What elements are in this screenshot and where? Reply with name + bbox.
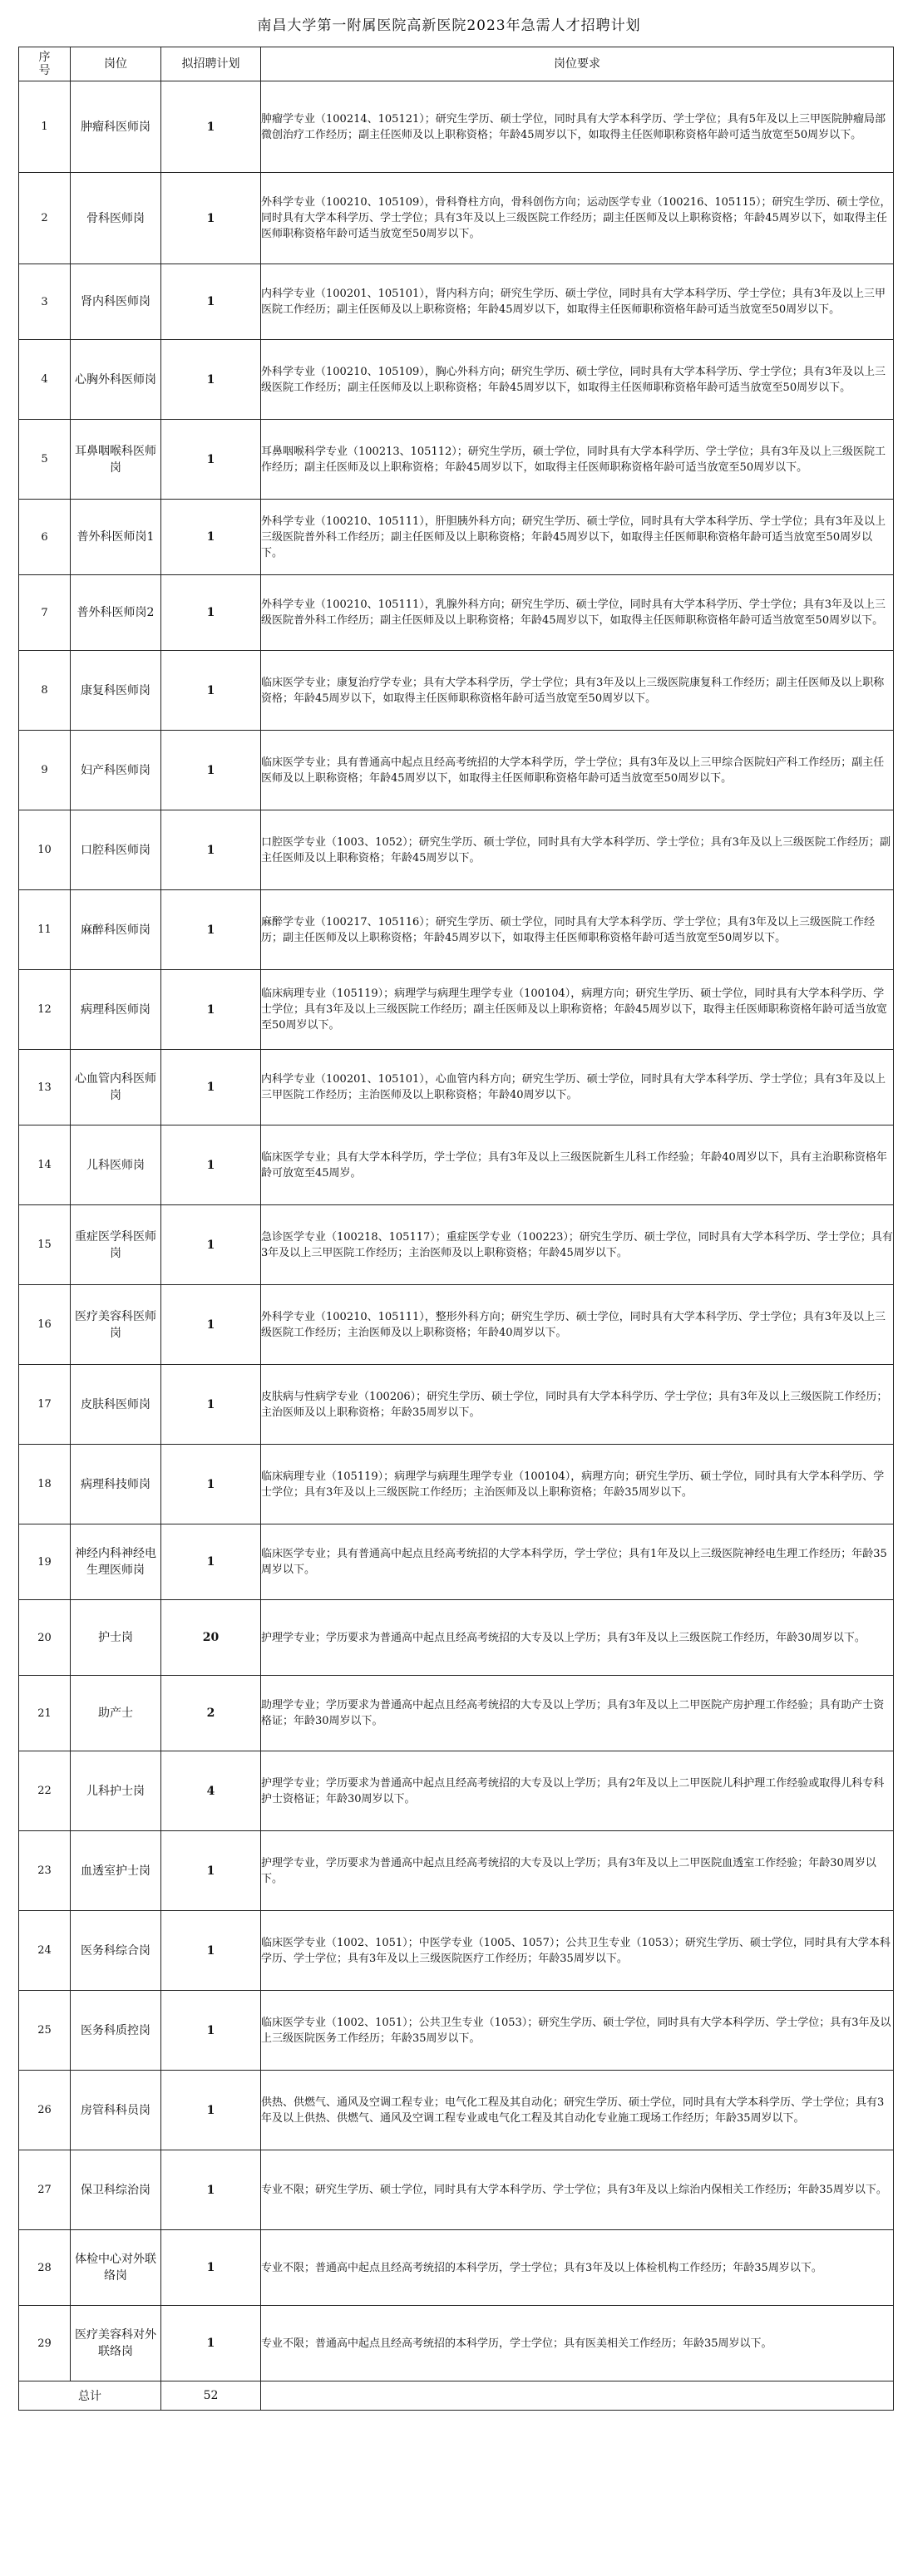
row-requirements: 麻醉学专业（100217、105116）；研究生学历、硕士学位，同时具有大学本科学历、学士学位；具有3年及以上三级医院工作经历；副主任医师及以上职称资格；年龄45周岁以下，如取得主任医师职称资格年龄可适当放宽至50周岁以下。	[261, 890, 894, 970]
table-row	[19, 1125, 894, 1205]
row-number: 4	[19, 340, 71, 420]
row-number: 21	[19, 1676, 71, 1751]
row-plan-count: 1	[161, 731, 261, 810]
row-plan-count: 1	[161, 1050, 261, 1125]
row-post: 康复科医师岗	[71, 651, 161, 731]
row-number: 2	[19, 173, 71, 264]
row-requirements: 肿瘤学专业（100214、105121）；研究生学历、硕士学位，同时具有大学本科学历、学士学位；具有5年及以上三甲医院肿瘤局部微创治疗工作经历；副主任医师及以上职称资格；年龄45周岁以下，如取得主任医师职称资格年龄可适当放宽至50周岁以下。	[261, 81, 894, 173]
row-number: 3	[19, 264, 71, 340]
row-requirements: 口腔医学专业（1003、1052）；研究生学历、硕士学位，同时具有大学本科学历、学士学位；具有3年及以上三级医院工作经历；副主任医师及以上职称资格；年龄45周岁以下。	[261, 810, 894, 890]
row-post: 儿科护士岗	[71, 1751, 161, 1831]
total-value: 52	[161, 2381, 261, 2411]
table-row	[19, 173, 894, 264]
row-post: 体检中心对外联络岗	[71, 2230, 161, 2306]
row-plan-count: 1	[161, 1445, 261, 1524]
row-requirements: 外科学专业（100210、105111），整形外科方向；研究生学历、硕士学位，同时具有大学本科学历、学士学位；具有3年及以上三级医院工作经历；主治医师及以上职称资格；年龄40周岁以下。	[261, 1285, 894, 1365]
row-post: 医疗美容科医师岗	[71, 1285, 161, 1365]
row-requirements: 助理学专业；学历要求为普通高中起点且经高考统招的大专及以上学历；具有3年及以上二甲医院产房护理工作经验；具有助产士资格证；年龄30周岁以下。	[261, 1676, 894, 1751]
row-number: 18	[19, 1445, 71, 1524]
table-row	[19, 2150, 894, 2230]
row-requirements: 临床医学专业（1002、1051）；中医学专业（1005、1057）；公共卫生专业（1053）；研究生学历、硕士学位，同时具有大学本科学历、学士学位；具有3年及以上三级医院医疗工作经历；年龄35周岁以下。	[261, 1911, 894, 1991]
row-number: 5	[19, 420, 71, 500]
table-row	[19, 1205, 894, 1285]
row-post: 重症医学科医师岗	[71, 1205, 161, 1285]
table-row	[19, 1991, 894, 2071]
row-requirements: 专业不限；研究生学历、硕士学位，同时具有大学本科学历、学士学位；具有3年及以上综治内保相关工作经历；年龄35周岁以下。	[261, 2150, 894, 2230]
row-post: 病理科医师岗	[71, 970, 161, 1050]
row-post: 医务科综合岗	[71, 1911, 161, 1991]
row-number: 10	[19, 810, 71, 890]
row-requirements: 临床医学专业；康复治疗学专业；具有大学本科学历，学士学位；具有3年及以上三级医院康复科工作经历；副主任医师及以上职称资格；年龄45周岁以下，如取得主任医师职称资格年龄可适当放宽至50周岁以下。	[261, 651, 894, 731]
table-row	[19, 81, 894, 173]
row-number: 15	[19, 1205, 71, 1285]
row-number: 25	[19, 1991, 71, 2071]
total-row	[19, 2381, 894, 2411]
header-post: 岗位	[71, 47, 161, 81]
table-row	[19, 651, 894, 731]
table-row	[19, 1445, 894, 1524]
row-plan-count: 1	[161, 1831, 261, 1911]
row-requirements: 临床医学专业；具有普通高中起点且经高考统招的大学本科学历，学士学位；具有1年及以上三级医院神经电生理工作经历；年龄35周岁以下。	[261, 1524, 894, 1600]
row-requirements: 外科学专业（100210、105111），肝胆胰外科方向；研究生学历、硕士学位，同时具有大学本科学历、学士学位；具有3年及以上三级医院普外科工作经历；副主任医师及以上职称资格；年龄45周岁以下，如取得主任医师职称资格年龄可适当放宽至50周岁以下。	[261, 500, 894, 575]
row-number: 27	[19, 2150, 71, 2230]
row-plan-count: 1	[161, 651, 261, 731]
table-row	[19, 2071, 894, 2150]
row-number: 16	[19, 1285, 71, 1365]
table-row	[19, 2306, 894, 2381]
row-plan-count: 1	[161, 810, 261, 890]
row-number: 1	[19, 81, 71, 173]
row-post: 心胸外科医师岗	[71, 340, 161, 420]
row-post: 皮肤科医师岗	[71, 1365, 161, 1445]
table-row	[19, 1524, 894, 1600]
row-plan-count: 1	[161, 264, 261, 340]
row-number: 13	[19, 1050, 71, 1125]
row-plan-count: 1	[161, 1524, 261, 1600]
page-title: 南昌大学第一附属医院高新医院2023年急需人才招聘计划	[257, 17, 641, 34]
header-plan: 拟招聘计划	[161, 47, 261, 81]
row-requirements: 急诊医学专业（100218、105117）；重症医学专业（100223）；研究生学历、硕士学位，同时具有大学本科学历、学士学位；具有3年及以上三甲医院工作经历；主治医师及以上职称资格；年龄45周岁以下。	[261, 1205, 894, 1285]
table-row	[19, 1751, 894, 1831]
row-requirements: 临床医学专业（1002、1051）；公共卫生专业（1053）；研究生学历、硕士学位，同时具有大学本科学历、学士学位；具有3年及以上三级医院医务工作经历；年龄35周岁以下。	[261, 1991, 894, 2071]
header-requirements: 岗位要求	[261, 47, 894, 81]
row-number: 22	[19, 1751, 71, 1831]
row-post: 肾内科医师岗	[71, 264, 161, 340]
table-row	[19, 2230, 894, 2306]
row-plan-count: 1	[161, 575, 261, 651]
row-post: 口腔科医师岗	[71, 810, 161, 890]
row-post: 儿科医师岗	[71, 1125, 161, 1205]
row-requirements: 供热、供燃气、通风及空调工程专业；电气化工程及其自动化；研究生学历、硕士学位，同时具有大学本科学历、学士学位；具有3年及以上供热、供燃气、通风及空调工程专业或电气化工程及其自动化专业施工现场工作经历；年龄35周岁以下。	[261, 2071, 894, 2150]
row-requirements: 临床病理专业（105119）；病理学与病理生理学专业（100104），病理方向；研究生学历、硕士学位，同时具有大学本科学历、学士学位；具有3年及以上三级医院工作经历；主治医师及以上职称资格；年龄35周岁以下。	[261, 1445, 894, 1524]
row-number: 9	[19, 731, 71, 810]
row-number: 26	[19, 2071, 71, 2150]
row-post: 医务科质控岗	[71, 1991, 161, 2071]
total-label: 总计	[19, 2381, 161, 2411]
row-plan-count: 1	[161, 81, 261, 173]
table-row	[19, 810, 894, 890]
row-plan-count: 20	[161, 1600, 261, 1676]
table-row	[19, 1831, 894, 1911]
table-row	[19, 500, 894, 575]
row-post: 房管科科员岗	[71, 2071, 161, 2150]
row-requirements: 外科学专业（100210、105109），骨科脊柱方向，骨科创伤方向；运动医学专业（100216、105115）；研究生学历、硕士学位，同时具有大学本科学历、学士学位；具有3年及以上三级医院工作经历；副主任医师及以上职称资格；年龄45周岁以下，如取得主任医师职称资格年龄可适当放宽至50周岁以下。	[261, 173, 894, 264]
row-requirements: 内科学专业（100201、105101），肾内科方向；研究生学历、硕士学位，同时具有大学本科学历、学士学位；具有3年及以上三甲医院工作经历；副主任医师及以上职称资格；年龄45周岁以下，如取得主任医师职称资格年龄可适当放宽至50周岁以下。	[261, 264, 894, 340]
table-row	[19, 970, 894, 1050]
table-row	[19, 1365, 894, 1445]
row-plan-count: 1	[161, 890, 261, 970]
table-row	[19, 890, 894, 970]
row-plan-count: 1	[161, 970, 261, 1050]
row-number: 11	[19, 890, 71, 970]
row-number: 19	[19, 1524, 71, 1600]
table-row	[19, 1285, 894, 1365]
table-row	[19, 264, 894, 340]
row-post: 普外科医师岗1	[71, 500, 161, 575]
row-plan-count: 1	[161, 1991, 261, 2071]
row-requirements: 专业不限；普通高中起点且经高考统招的本科学历，学士学位；具有3年及以上体检机构工作经历；年龄35周岁以下。	[261, 2230, 894, 2306]
row-plan-count: 1	[161, 500, 261, 575]
row-post: 医疗美容科对外联络岗	[71, 2306, 161, 2381]
row-requirements: 护理学专业，学历要求为普通高中起点且经高考统招的大专及以上学历；具有3年及以上二甲医院血透室工作经验；年龄30周岁以下。	[261, 1831, 894, 1911]
row-requirements: 耳鼻咽喉科学专业（100213、105112）；研究生学历，硕士学位，同时具有大学本科学历、学士学位；具有3年及以上三级医院工作经历；副主任医师及以上职称资格；年龄45周岁以下，如取得主任医师职称资格年龄可适当放宽至50周岁以下。	[261, 420, 894, 500]
row-plan-count: 1	[161, 340, 261, 420]
row-post: 护士岗	[71, 1600, 161, 1676]
row-requirements: 外科学专业（100210、105109），胸心外科方向；研究生学历、硕士学位，同时具有大学本科学历、学士学位；具有3年及以上三级医院工作经历；副主任医师及以上职称资格；年龄45周岁以下，如取得主任医师职称资格年龄可适当放宽至50周岁以下。	[261, 340, 894, 420]
row-plan-count: 1	[161, 2071, 261, 2150]
row-number: 12	[19, 970, 71, 1050]
row-requirements: 护理学专业；学历要求为普通高中起点且经高考统招的大专及以上学历；具有2年及以上二甲医院儿科护理工作经验或取得儿科专科护士资格证；年龄30周岁以下。	[261, 1751, 894, 1831]
row-post: 妇产科医师岗	[71, 731, 161, 810]
row-requirements: 内科学专业（100201、105101），心血管内科方向；研究生学历、硕士学位，同时具有大学本科学历、学士学位；具有3年及以上三甲医院工作经历；主治医师及以上职称资格；年龄40周岁以下。	[261, 1050, 894, 1125]
row-plan-count: 1	[161, 1365, 261, 1445]
table-row	[19, 575, 894, 651]
row-post: 耳鼻咽喉科医师岗	[71, 420, 161, 500]
table-row	[19, 1911, 894, 1991]
row-plan-count: 1	[161, 420, 261, 500]
row-plan-count: 1	[161, 1285, 261, 1365]
table-header-row	[19, 47, 894, 81]
row-requirements: 专业不限；普通高中起点且经高考统招的本科学历，学士学位；具有医美相关工作经历；年龄35周岁以下。	[261, 2306, 894, 2381]
row-number: 28	[19, 2230, 71, 2306]
row-post: 助产士	[71, 1676, 161, 1751]
row-requirements: 外科学专业（100210、105111），乳腺外科方向；研究生学历、硕士学位，同时具有大学本科学历、学士学位；具有3年及以上三级医院普外科工作经历；副主任医师及以上职称资格；年龄45周岁以下，如取得主任医师职称资格年龄可适当放宽至50周岁以下。	[261, 575, 894, 651]
row-post: 血透室护士岗	[71, 1831, 161, 1911]
header-seq: 序号	[19, 47, 71, 81]
row-post: 肿瘤科医师岗	[71, 81, 161, 173]
table-row	[19, 420, 894, 500]
row-number: 23	[19, 1831, 71, 1911]
table-row	[19, 1600, 894, 1676]
table-row	[19, 1676, 894, 1751]
row-requirements: 护理学专业；学历要求为普通高中起点且经高考统招的大专及以上学历；具有3年及以上三级医院工作经历，年龄30周岁以下。	[261, 1600, 894, 1676]
row-number: 8	[19, 651, 71, 731]
row-post: 病理科技师岗	[71, 1445, 161, 1524]
row-plan-count: 1	[161, 2306, 261, 2381]
row-number: 20	[19, 1600, 71, 1676]
row-requirements: 皮肤病与性病学专业（100206）；研究生学历、硕士学位，同时具有大学本科学历、学士学位；具有3年及以上三级医院工作经历；主治医师及以上职称资格；年龄35周岁以下。	[261, 1365, 894, 1445]
row-number: 24	[19, 1911, 71, 1991]
recruitment-table	[18, 47, 894, 2411]
row-plan-count: 1	[161, 2230, 261, 2306]
row-number: 7	[19, 575, 71, 651]
table-row	[19, 731, 894, 810]
row-post: 保卫科综治岗	[71, 2150, 161, 2230]
row-plan-count: 1	[161, 1125, 261, 1205]
row-number: 29	[19, 2306, 71, 2381]
row-plan-count: 1	[161, 1205, 261, 1285]
table-row	[19, 1050, 894, 1125]
row-number: 17	[19, 1365, 71, 1445]
row-requirements: 临床病理专业（105119）；病理学与病理生理学专业（100104），病理方向；研究生学历、硕士学位，同时具有大学本科学历、学士学位；具有3年及以上三级医院工作经历；副主任医师及以上职称资格；年龄45周岁以下，取得主任医师职称资格年龄可适当放宽至50周岁以下。	[261, 970, 894, 1050]
row-post: 神经内科神经电生理医师岗	[71, 1524, 161, 1600]
row-plan-count: 1	[161, 2150, 261, 2230]
row-plan-count: 1	[161, 1911, 261, 1991]
row-post: 麻醉科医师岗	[71, 890, 161, 970]
row-post: 心血管内科医师岗	[71, 1050, 161, 1125]
total-empty-cell	[261, 2381, 894, 2411]
row-plan-count: 2	[161, 1676, 261, 1751]
row-post: 普外科医师岗2	[71, 575, 161, 651]
row-plan-count: 1	[161, 173, 261, 264]
table-row	[19, 340, 894, 420]
row-requirements: 临床医学专业；具有大学本科学历，学士学位；具有3年及以上三级医院新生儿科工作经验；年龄40周岁以下，具有主治职称资格年龄可放宽至45周岁。	[261, 1125, 894, 1205]
row-number: 14	[19, 1125, 71, 1205]
row-post: 骨科医师岗	[71, 173, 161, 264]
row-number: 6	[19, 500, 71, 575]
row-requirements: 临床医学专业；具有普通高中起点且经高考统招的大学本科学历，学士学位；具有3年及以上三甲综合医院妇产科工作经历；副主任医师及以上职称资格；年龄45周岁以下，如取得主任医师职称资格年龄可适当放宽至50周岁以下。	[261, 731, 894, 810]
row-plan-count: 4	[161, 1751, 261, 1831]
